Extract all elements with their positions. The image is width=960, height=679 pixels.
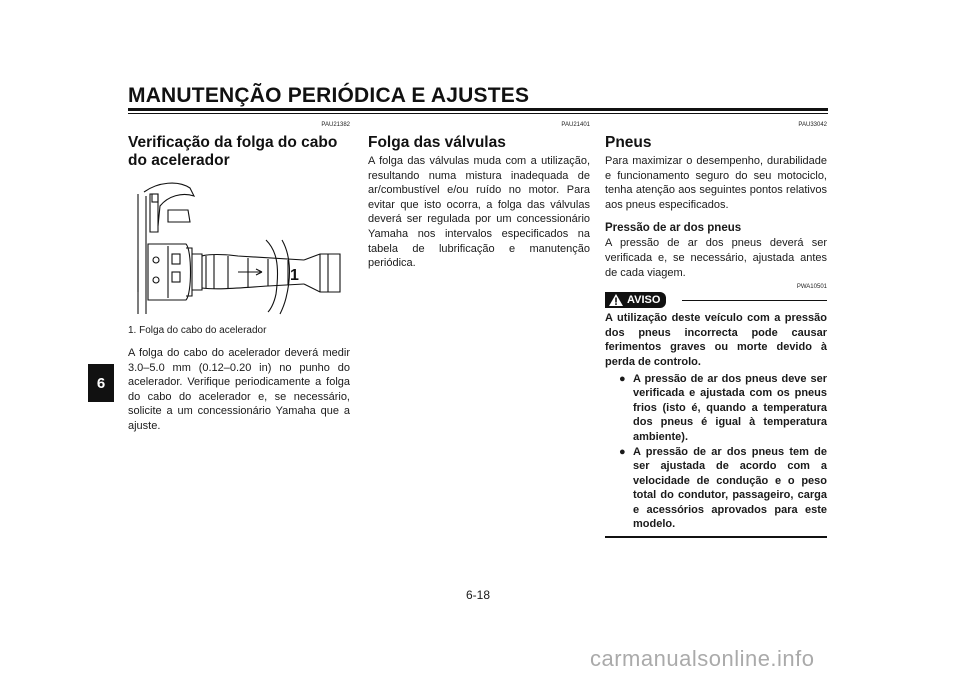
column-tires [605,120,827,538]
watermark: carmanualsonline.info [590,646,815,671]
warning-header [605,292,827,308]
warning-badge [605,292,666,308]
figure-caption: 1. Folga do cabo do acelerador [128,325,267,336]
warning-end-rule [605,536,827,538]
warning-triangle-icon [609,294,623,306]
warning-bullets [605,372,827,533]
section-title: Folga das válvulas [368,134,506,151]
figure-callout-1: 1 [290,267,299,284]
section-title: Pneus [605,134,652,151]
section-title: Verificação da folga do cabo do acelerador [128,134,338,169]
warning-rule [682,300,827,301]
header-rule-thick [128,108,828,111]
throttle-grip-figure [128,174,350,319]
section-code: PAU21401 [561,122,590,128]
page-header-title: MANUTENÇÃO PERIÓDICA E AJUSTES [128,84,530,107]
chapter-tab: 6 [88,364,114,402]
warning-text: A utilização deste veículo com a pressão dos pneus incorrecta pode causar ferimentos graves ou morte devido à perda de controlo. [605,312,827,368]
warning-label: AVISO [627,294,661,307]
header-rule-thin [128,113,828,114]
bullet-icon: ● [619,372,626,385]
column-throttle-cable [128,120,350,434]
subsection-title: Pressão de ar dos pneus [605,222,742,235]
subsection-body: A pressão de ar dos pneus deverá ser verificada e, se necessário, ajustada antes de cada viagem. [605,237,827,279]
section-code: PAU33042 [798,122,827,128]
page-number: 6-18 [466,588,491,602]
section-body: A folga do cabo do acelerador deverá medir 3.0–5.0 mm (0.12–0.20 in) no punho do acelerador. Verifique periodicamente a folga do cabo do acelerador e, se necessário, solicite a um concessionário Yamaha que a ajuste. [128,347,350,432]
list-item: ● A pressão de ar dos pneus tem de ser ajustada de acordo com a velocidade de condução e o peso total do condutor, passageiro, carga e acessórios aprovados para este modelo. [619,445,827,531]
section-body: Para maximizar o desempenho, durabilidade e funcionamento seguro do seu motociclo, tenha atenção aos seguintes pontos relativos aos pneus especificados. [605,155,827,211]
warning-code: PWA10501 [796,284,827,291]
section-code: PAU21382 [321,122,350,128]
bullet-icon: ● [619,445,626,458]
section-body: A folga das válvulas muda com a utilização, resultando numa mistura inadequada de ar/combustível e/ou ruído no motor. Para evitar que isto ocorra, a folga das válvulas deverá ser regulada por um concessionário Yamaha nos intervalos especificados na tabela de lubrificação e manutenção periódica. [368,155,590,270]
list-item: ● A pressão de ar dos pneus deve ser verificada e ajustada com os pneus frios (isto é, quando a temperatura dos pneus é igual à temperatura ambiente). [619,372,827,443]
column-valve-clearance [368,120,590,271]
